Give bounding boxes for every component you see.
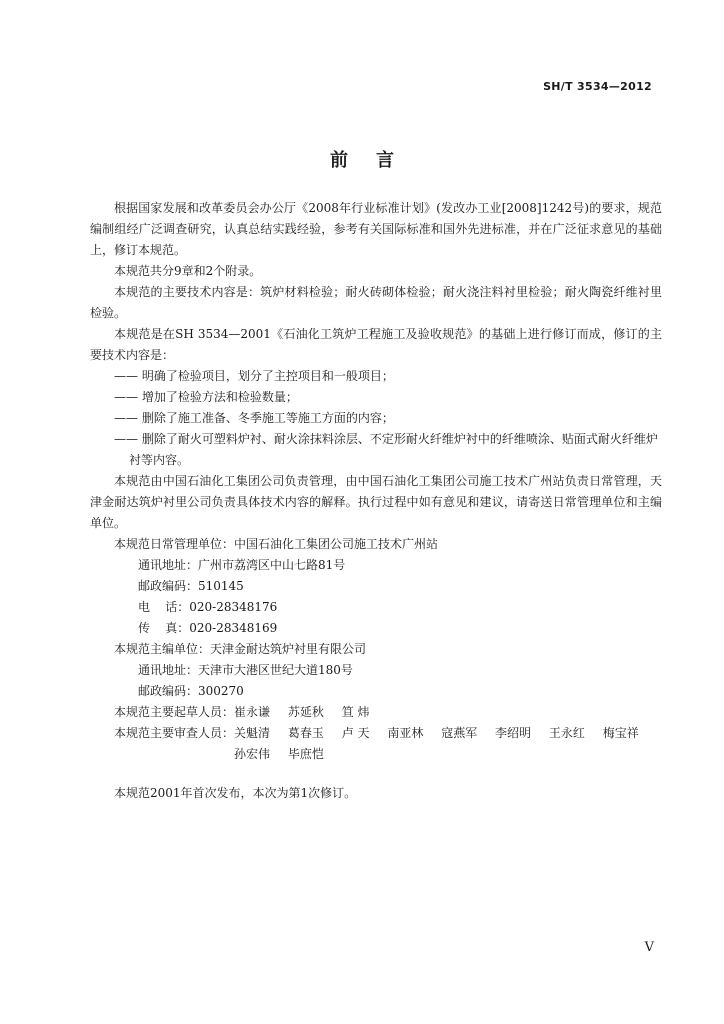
reviewer-name: 梅宝祥 [602, 726, 639, 740]
reviewer-name: 李绍明 [495, 726, 532, 740]
chief-editor-postcode: 邮政编码：300270 [138, 684, 244, 698]
reviewer-name: 孙宏伟 [234, 747, 271, 761]
drafter-name: 苏延秋 [287, 705, 324, 719]
reviewer-name: 卢 天 [341, 726, 370, 740]
revision-item: —— 明确了检验项目，划分了主控项目和一般项目； [114, 369, 394, 383]
reviewers-label: 本规范主要审查人员： [114, 726, 235, 740]
reviewer-name: 关魁清 [234, 726, 271, 740]
reviewer-name: 毕庶恺 [287, 747, 324, 761]
chief-editor-unit: 本规范主编单位：天津金耐达筑炉衬里有限公司 [114, 642, 367, 656]
page-title: 前言 [330, 150, 422, 171]
drafters-names [234, 702, 662, 723]
daily-management-postcode: 邮政编码：510145 [138, 579, 244, 593]
drafters-line [90, 702, 662, 723]
revision-item: —— 删除了施工准备、冬季施工等施工方面的内容； [114, 411, 394, 425]
drafters-label: 本规范主要起草人员： [114, 705, 235, 719]
page-number: V [644, 940, 654, 955]
intro-paragraph: 根据国家发展和改革委员会办公厅《2008年行业标准计划》(发改办工业[2008]1242号)的要求，规范编制组经广泛调查研究，认真总结实践经验，参考有关国际标准和国外先进标准，并在广泛征求意见的基础上，修订本规范。 [90, 201, 662, 257]
revision-item: —— 增加了检验方法和检验数量； [114, 390, 298, 404]
publication-note: 本规范2001年首次发布，本次为第1次修订。 [114, 786, 357, 800]
reviewer-name: 葛春玉 [287, 726, 324, 740]
reviewers-names [234, 723, 662, 765]
daily-management-address: 通讯地址：广州市荔湾区中山七路81号 [138, 558, 346, 572]
reviewer-name: 寇燕军 [441, 726, 478, 740]
management-paragraph: 本规范由中国石油化工集团公司负责管理，由中国石油化工集团公司施工技术广州站负责日常管理，天津金耐达筑炉衬里公司负责具体技术内容的解释。执行过程中如有意见和建议，请寄送日常管理单位和主编单位。 [90, 474, 662, 530]
chief-editor-address: 通讯地址：天津市大港区世纪大道180号 [138, 663, 353, 677]
reviewer-name: 南亚林 [387, 726, 424, 740]
reviewers-line [90, 723, 662, 765]
revision-intro-paragraph: 本规范是在SH 3534—2001《石油化工筑炉工程施工及验收规范》的基础上进行修订而成，修订的主要技术内容是： [90, 327, 662, 362]
daily-management-phone: 电 话：020-28348176 [138, 600, 278, 614]
drafter-name: 笪 炜 [341, 705, 370, 719]
daily-management-fax: 传 真：020-28348169 [138, 621, 278, 635]
preface-body [90, 198, 662, 804]
standard-code: SH/T 3534—2012 [543, 80, 652, 93]
main-content-paragraph: 本规范的主要技术内容是：筑炉材料检验；耐火砖砌体检验；耐火浇注料衬里检验；耐火陶瓷纤维衬里检验。 [90, 285, 662, 320]
chapters-paragraph: 本规范共分9章和2个附录。 [114, 264, 262, 278]
reviewer-name: 王永红 [548, 726, 585, 740]
daily-management-unit: 本规范日常管理单位：中国石油化工集团公司施工技术广州站 [114, 537, 439, 551]
drafter-name: 崔永谦 [234, 705, 271, 719]
revision-item: —— 删除了耐火可塑料炉衬、耐火涂抹料涂层、不定形耐火纤维炉衬中的纤维喷涂、贴面式耐火纤维炉衬等内容。 [114, 432, 658, 467]
